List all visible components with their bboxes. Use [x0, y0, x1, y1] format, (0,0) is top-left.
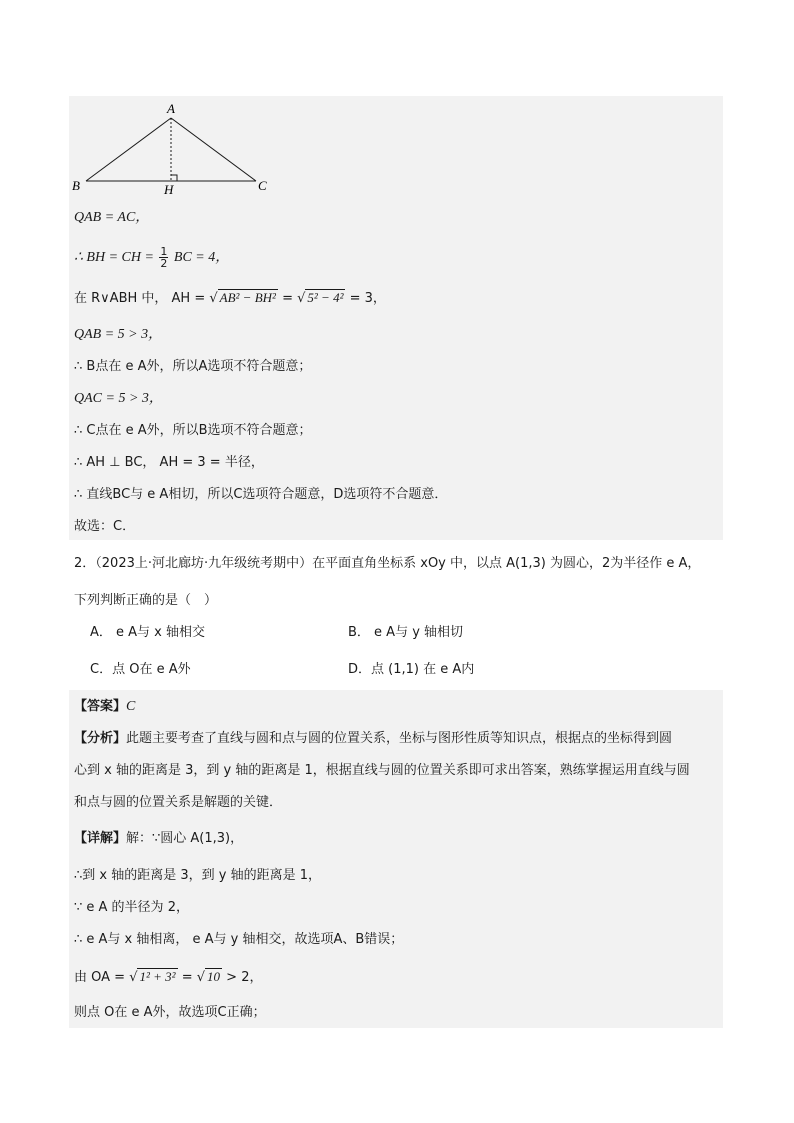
solution-line-8: ∴ AH ⊥ BC， AH = 3 = 半径， [74, 455, 264, 470]
solution-line-2: ∴ BH = CH = $\frac{1}{2}$ BC = 4， [74, 245, 230, 270]
analysis-line-1: 【分析】此题主要考查了直线与圆和点与圆的位置关系，坐标与图形性质等知识点，根据点的坐标得到圆 [74, 731, 673, 746]
fraction-half: $\frac{1}{2}$ [160, 245, 168, 270]
option-c: C．点 O在 e A外 [90, 662, 191, 677]
option-b: B． e A与 y 轴相切 [348, 625, 464, 640]
triangle-figure [66, 98, 286, 198]
detail-line-5: 由 OA = √ 1² + 3² = √ 10 > 2， [74, 969, 263, 985]
analysis-tag: 【分析】 [74, 731, 127, 746]
analysis-line-3: 和点与圆的位置关系是解题的关键． [74, 795, 283, 810]
solution-line-7: ∴ C点在 e A外，所以B选项不符合题意； [74, 423, 312, 438]
detail-line-2: ∴到 x 轴的距离是 3，到 y 轴的距离是 1， [74, 868, 321, 883]
detail-line-6: 则点 O在 e A外，故选项C正确； [74, 1005, 266, 1020]
side-ab [86, 118, 171, 181]
solution-line-6: QAC = 5 > 3， [74, 391, 163, 406]
solution-line-3: 在 R∨ABH 中， AH = √ AB² − BH² = √ 5² − 4² = 3， [74, 290, 386, 306]
option-a: A． e A与 x 轴相交 [90, 625, 206, 640]
answer-tag: 【答案】 [74, 699, 127, 714]
detail-tag: 【详解】 [74, 831, 127, 846]
question-2-stem-line-2: 下列判断正确的是（ ） [74, 593, 218, 608]
solution-line-9: ∴ 直线BC与 e A相切，所以C选项符合题意，D选项符不合题意． [74, 487, 448, 502]
solution-line-10: 故选：C． [74, 519, 136, 534]
label-h: H [164, 182, 174, 197]
answer-line [74, 698, 135, 716]
option-d: D．点 (1,1) 在 e A内 [348, 662, 475, 677]
label-c: C [258, 178, 267, 193]
right-angle-mark [171, 175, 177, 181]
answer-value: C [126, 699, 136, 714]
detail-line-1: 【详解】解：∵圆心 A(1,3)， [74, 831, 244, 846]
solution-line-1: QAB = AC， [74, 210, 150, 225]
solution-line-4: QAB = 5 > 3， [74, 327, 163, 342]
analysis-line-2: 心到 x 轴的距离是 3，到 y 轴的距离是 1，根据直线与圆的位置关系即可求出答案，熟练掌握运用直线与圆 [74, 763, 690, 778]
detail-line-4: ∴ e A与 x 轴相离， e A与 y 轴相交，故选项A、B错误； [74, 932, 404, 947]
label-b: B [72, 178, 80, 193]
detail-line-3: ∵ e A 的半径为 2， [74, 900, 189, 915]
side-ac [171, 118, 256, 181]
label-a: A [167, 101, 175, 116]
question-2-stem-line-1: 2．（2023上·河北廊坊·九年级统考期中）在平面直角坐标系 xOy 中，以点 A(1,3) 为圆心，2为半径作 e A， [74, 556, 701, 571]
solution-line-5: ∴ B点在 e A外，所以A选项不符合题意； [74, 359, 312, 374]
